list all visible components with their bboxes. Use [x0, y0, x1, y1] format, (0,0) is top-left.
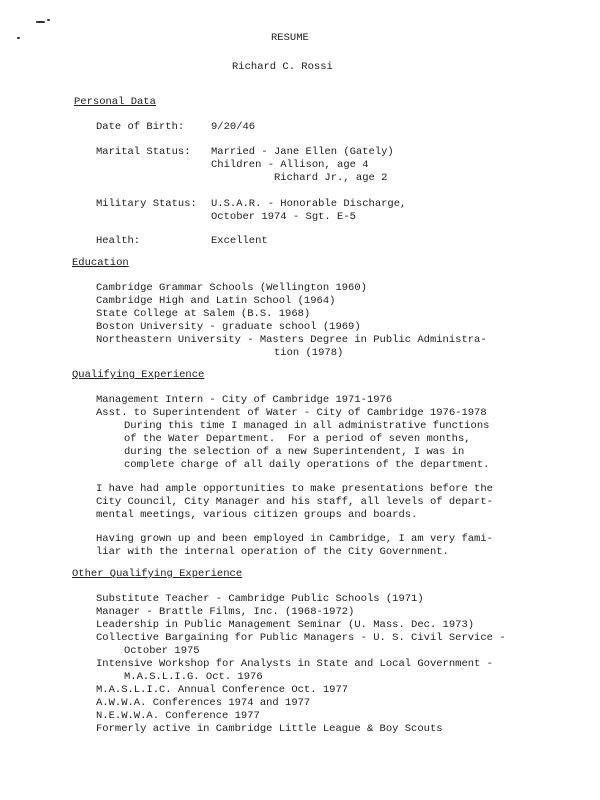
- paragraph-line: City Council, City Manager and his staff, all levels of depart-: [96, 496, 493, 508]
- dob-label: Date of Birth:: [96, 121, 185, 133]
- experience-line: during the selection of a new Superintendent, I was in: [124, 446, 465, 458]
- section-heading-other: Other Qualifying Experience: [72, 568, 243, 580]
- health-value: Excellent: [211, 235, 268, 247]
- experience-line: Management Intern - City of Cambridge 1971-1976: [96, 394, 393, 406]
- dob-value: 9/20/46: [211, 121, 256, 133]
- experience-line: of the Water Department. For a period of seven months,: [124, 433, 471, 445]
- military-line: October 1974 - Sgt. E-5: [211, 211, 356, 223]
- military-label: Military Status:: [96, 198, 197, 210]
- education-line: Boston University - graduate school (1969): [96, 321, 361, 333]
- experience-line: complete charge of all daily operations of the department.: [124, 459, 490, 471]
- marital-label: Marital Status:: [96, 146, 191, 158]
- other-line: N.E.W.W.A. Conference 1977: [96, 710, 260, 722]
- scan-mark: [36, 21, 45, 23]
- education-line: tion (1978): [274, 347, 344, 359]
- other-line: Substitute Teacher - Cambridge Public Schools (1971): [96, 593, 424, 605]
- other-line: M.A.S.L.I.G. Oct. 1976: [124, 671, 263, 683]
- other-line: Leadership in Public Management Seminar (U. Mass. Dec. 1973): [96, 619, 475, 631]
- other-line: Formerly active in Cambridge Little League & Boy Scouts: [96, 723, 443, 735]
- other-line: M.A.S.L.I.C. Annual Conference Oct. 1977: [96, 684, 349, 696]
- marital-line: Married - Jane Ellen (Gately): [211, 146, 394, 158]
- education-line: Northeastern University - Masters Degree in Public Administra-: [96, 334, 487, 346]
- section-heading-education: Education: [72, 257, 129, 269]
- marital-line: Richard Jr., age 2: [274, 172, 388, 184]
- applicant-name: Richard C. Rossi: [232, 61, 333, 73]
- marital-line: Children - Allison, age 4: [211, 159, 369, 171]
- health-label: Health:: [96, 235, 141, 247]
- scan-mark: [47, 19, 50, 21]
- other-line: October 1975: [124, 645, 200, 657]
- paragraph-line: I have had ample opportunities to make presentations before the: [96, 483, 493, 495]
- education-line: Cambridge Grammar Schools (Wellington 1960): [96, 282, 367, 294]
- section-heading-personal: Personal Data: [74, 96, 156, 108]
- paragraph-line: Having grown up and been employed in Cambridge, I am very fami-: [96, 533, 493, 545]
- military-line: U.S.A.R. - Honorable Discharge,: [211, 198, 407, 210]
- other-line: A.W.W.A. Conferences 1974 and 1977: [96, 697, 311, 709]
- other-line: Collective Bargaining for Public Managers - U. S. Civil Service -: [96, 632, 506, 644]
- paragraph-line: liar with the internal operation of the City Government.: [96, 546, 449, 558]
- section-heading-qualifying: Qualifying Experience: [72, 369, 205, 381]
- other-line: Intensive Workshop for Analysts in State and Local Government -: [96, 658, 493, 670]
- scan-mark: [17, 37, 20, 39]
- experience-line: During this time I managed in all administrative functions: [124, 420, 490, 432]
- education-line: Cambridge High and Latin School (1964): [96, 295, 336, 307]
- education-line: State College at Salem (B.S. 1968): [96, 308, 311, 320]
- other-line: Manager - Brattle Films, Inc. (1968-1972): [96, 606, 355, 618]
- paragraph-line: mental meetings, various citizen groups and boards.: [96, 509, 418, 521]
- resume-title: RESUME: [271, 32, 309, 44]
- experience-line: Asst. to Superintendent of Water - City of Cambridge 1976-1978: [96, 407, 487, 419]
